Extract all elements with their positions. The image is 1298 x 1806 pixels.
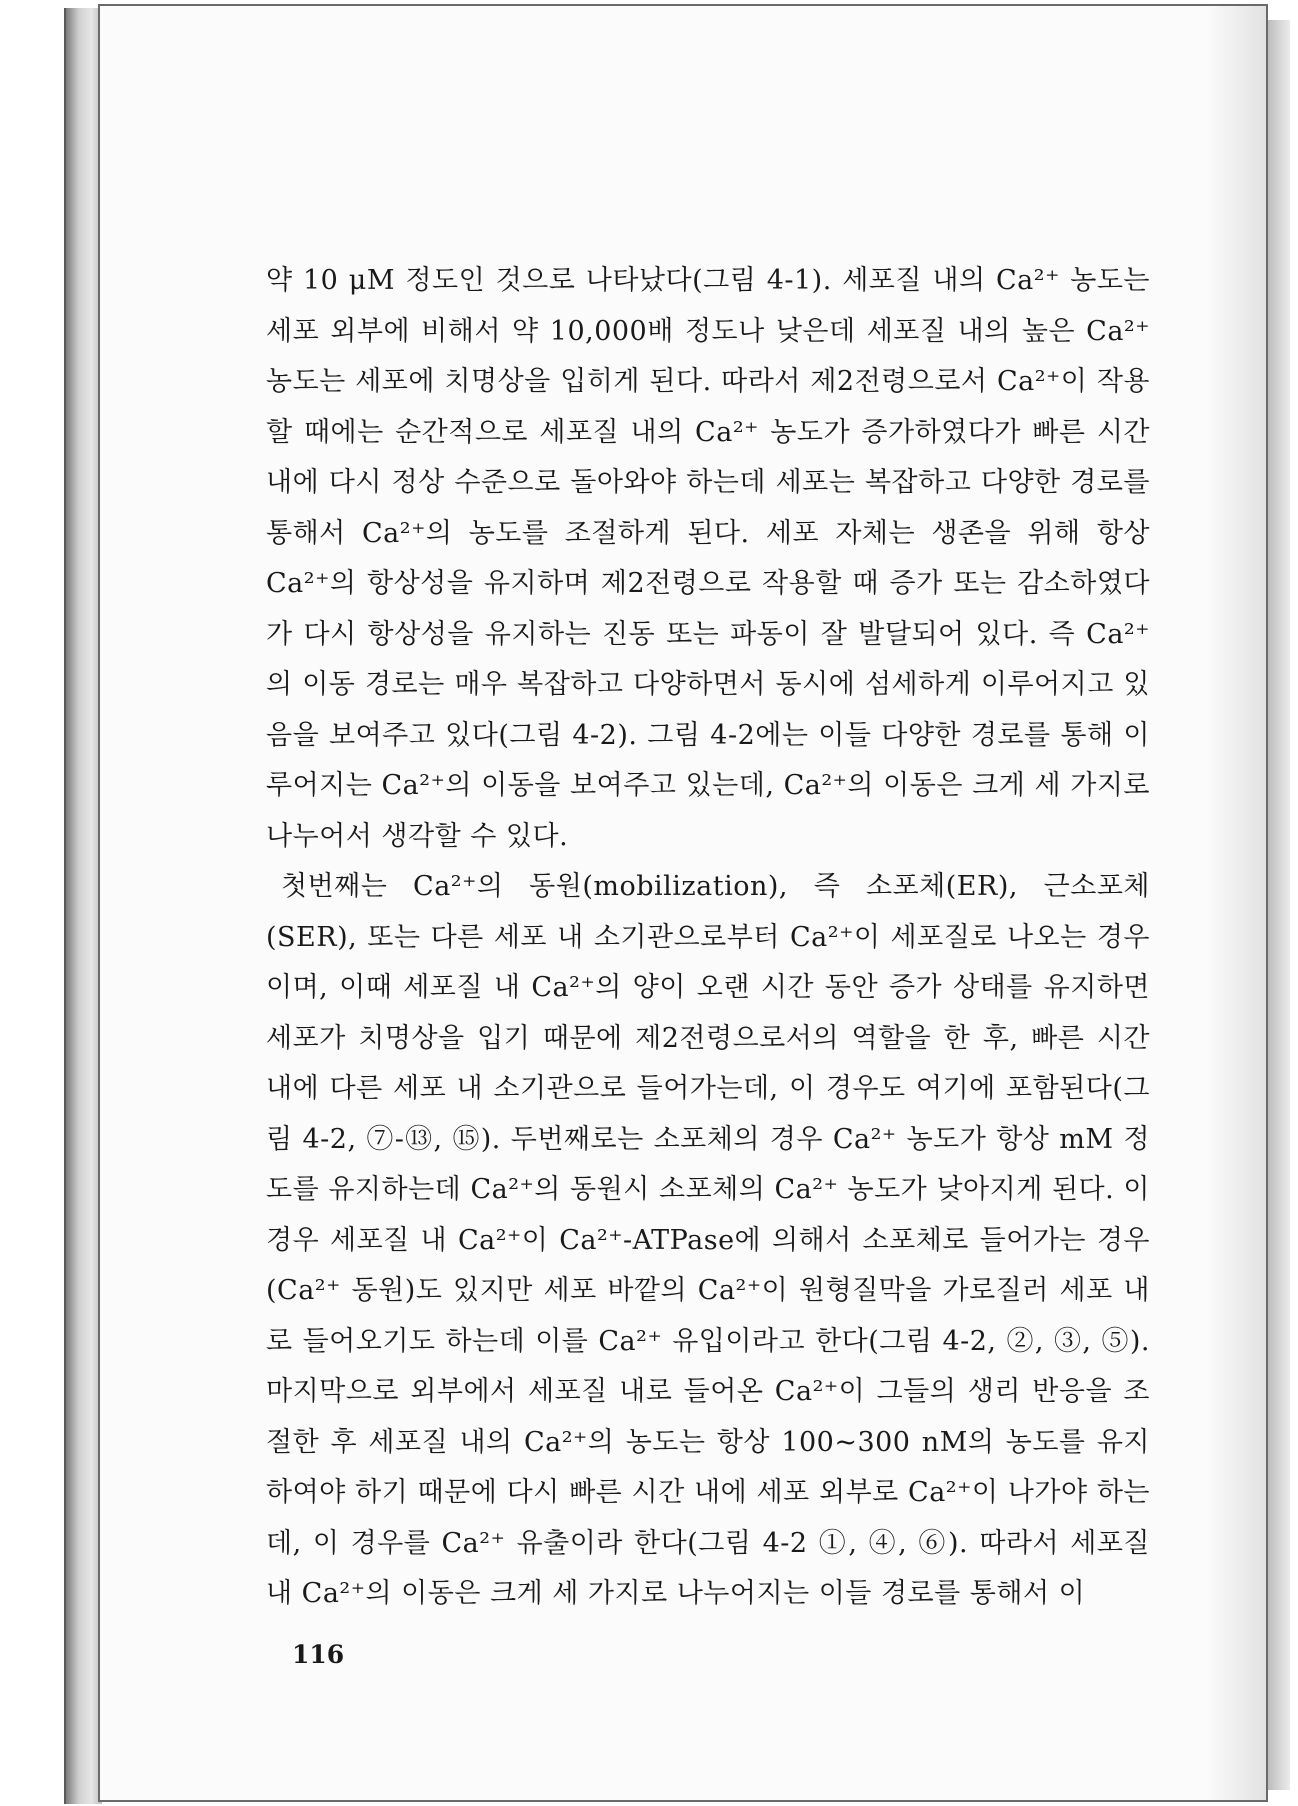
page-number: 116 xyxy=(292,1640,345,1669)
paragraph-2: 첫번째는 Ca²⁺의 동원(mobilization), 즉 소포체(ER), 근소포체(SER), 또는 다른 세포 내 소기관으로부터 Ca²⁺이 세포질로 나오는 경우이며, 이때 세포질 내 Ca²⁺의 양이 오랜 시간 동안 증가 상태를 유지하면 세포가 치명상을 입기 때문에 제2전령으로서의 역할을 한 후, 빠른 시간 내에 다른 세포 내 소기관으로 들어가는데, 이 경우도 여기에 포함된다(그림 4-2, ⑦-⑬, ⑮). 두번째로는 소포체의 경우 Ca²⁺ 농도가 항상 mM 정도를 유지하는데 Ca²⁺의 동원시 소포체의 Ca²⁺ 농도가 낮아지게 된다. 이 경우 세포질 내 Ca²⁺이 Ca²⁺-ATPase에 의해서 소포체로 들어가는 경우(Ca²⁺ 동원)도 있지만 세포 바깥의 Ca²⁺이 원형질막을 가로질러 세포 내로 들어오기도 하는데 이를 Ca²⁺ 유입이라고 한다(그림 4-2, ②, ③, ⑤). 마지막으로 외부에서 세포질 내로 들어온 Ca²⁺이 그들의 생리 반응을 조절한 후 세포질 내의 Ca²⁺의 농도는 항상 100~300 nM의 농도를 유지하여야 하기 때문에 다시 빠른 시간 내에 세포 외부로 Ca²⁺이 나가야 하는데, 이 경우를 Ca²⁺ 유출이라 한다(그림 4-2 ①, ④, ⑥). 따라서 세포질 내 Ca²⁺의 이동은 크게 세 가지로 나누어지는 이들 경로를 통해서 이 xyxy=(266,871,1150,1609)
page-shadow xyxy=(1206,6,1266,1800)
page-edge xyxy=(1268,20,1290,1790)
body-text xyxy=(266,256,1150,1620)
book-spine xyxy=(64,8,102,1804)
paragraph-1: 약 10 μM 정도인 것으로 나타났다(그림 4-1). 세포질 내의 Ca²⁺ 농도는 세포 외부에 비해서 약 10,000배 정도나 낮은데 세포질 내의 높은 Ca²⁺ 농도는 세포에 치명상을 입히게 된다. 따라서 제2전령으로서 Ca²⁺이 작용할 때에는 순간적으로 세포질 내의 Ca²⁺ 농도가 증가하였다가 빠른 시간 내에 다시 정상 수준으로 돌아와야 하는데 세포는 복잡하고 다양한 경로를 통해서 Ca²⁺의 농도를 조절하게 된다. 세포 자체는 생존을 위해 항상 Ca²⁺의 항상성을 유지하며 제2전령으로 작용할 때 증가 또는 감소하였다가 다시 항상성을 유지하는 진동 또는 파동이 잘 발달되어 있다. 즉 Ca²⁺의 이동 경로는 매우 복잡하고 다양하면서 동시에 섬세하게 이루어지고 있음을 보여주고 있다(그림 4-2). 그림 4-2에는 이들 다양한 경로를 통해 이루어지는 Ca²⁺의 이동을 보여주고 있는데, Ca²⁺의 이동은 크게 세 가지로 나누어서 생각할 수 있다. xyxy=(266,265,1150,852)
